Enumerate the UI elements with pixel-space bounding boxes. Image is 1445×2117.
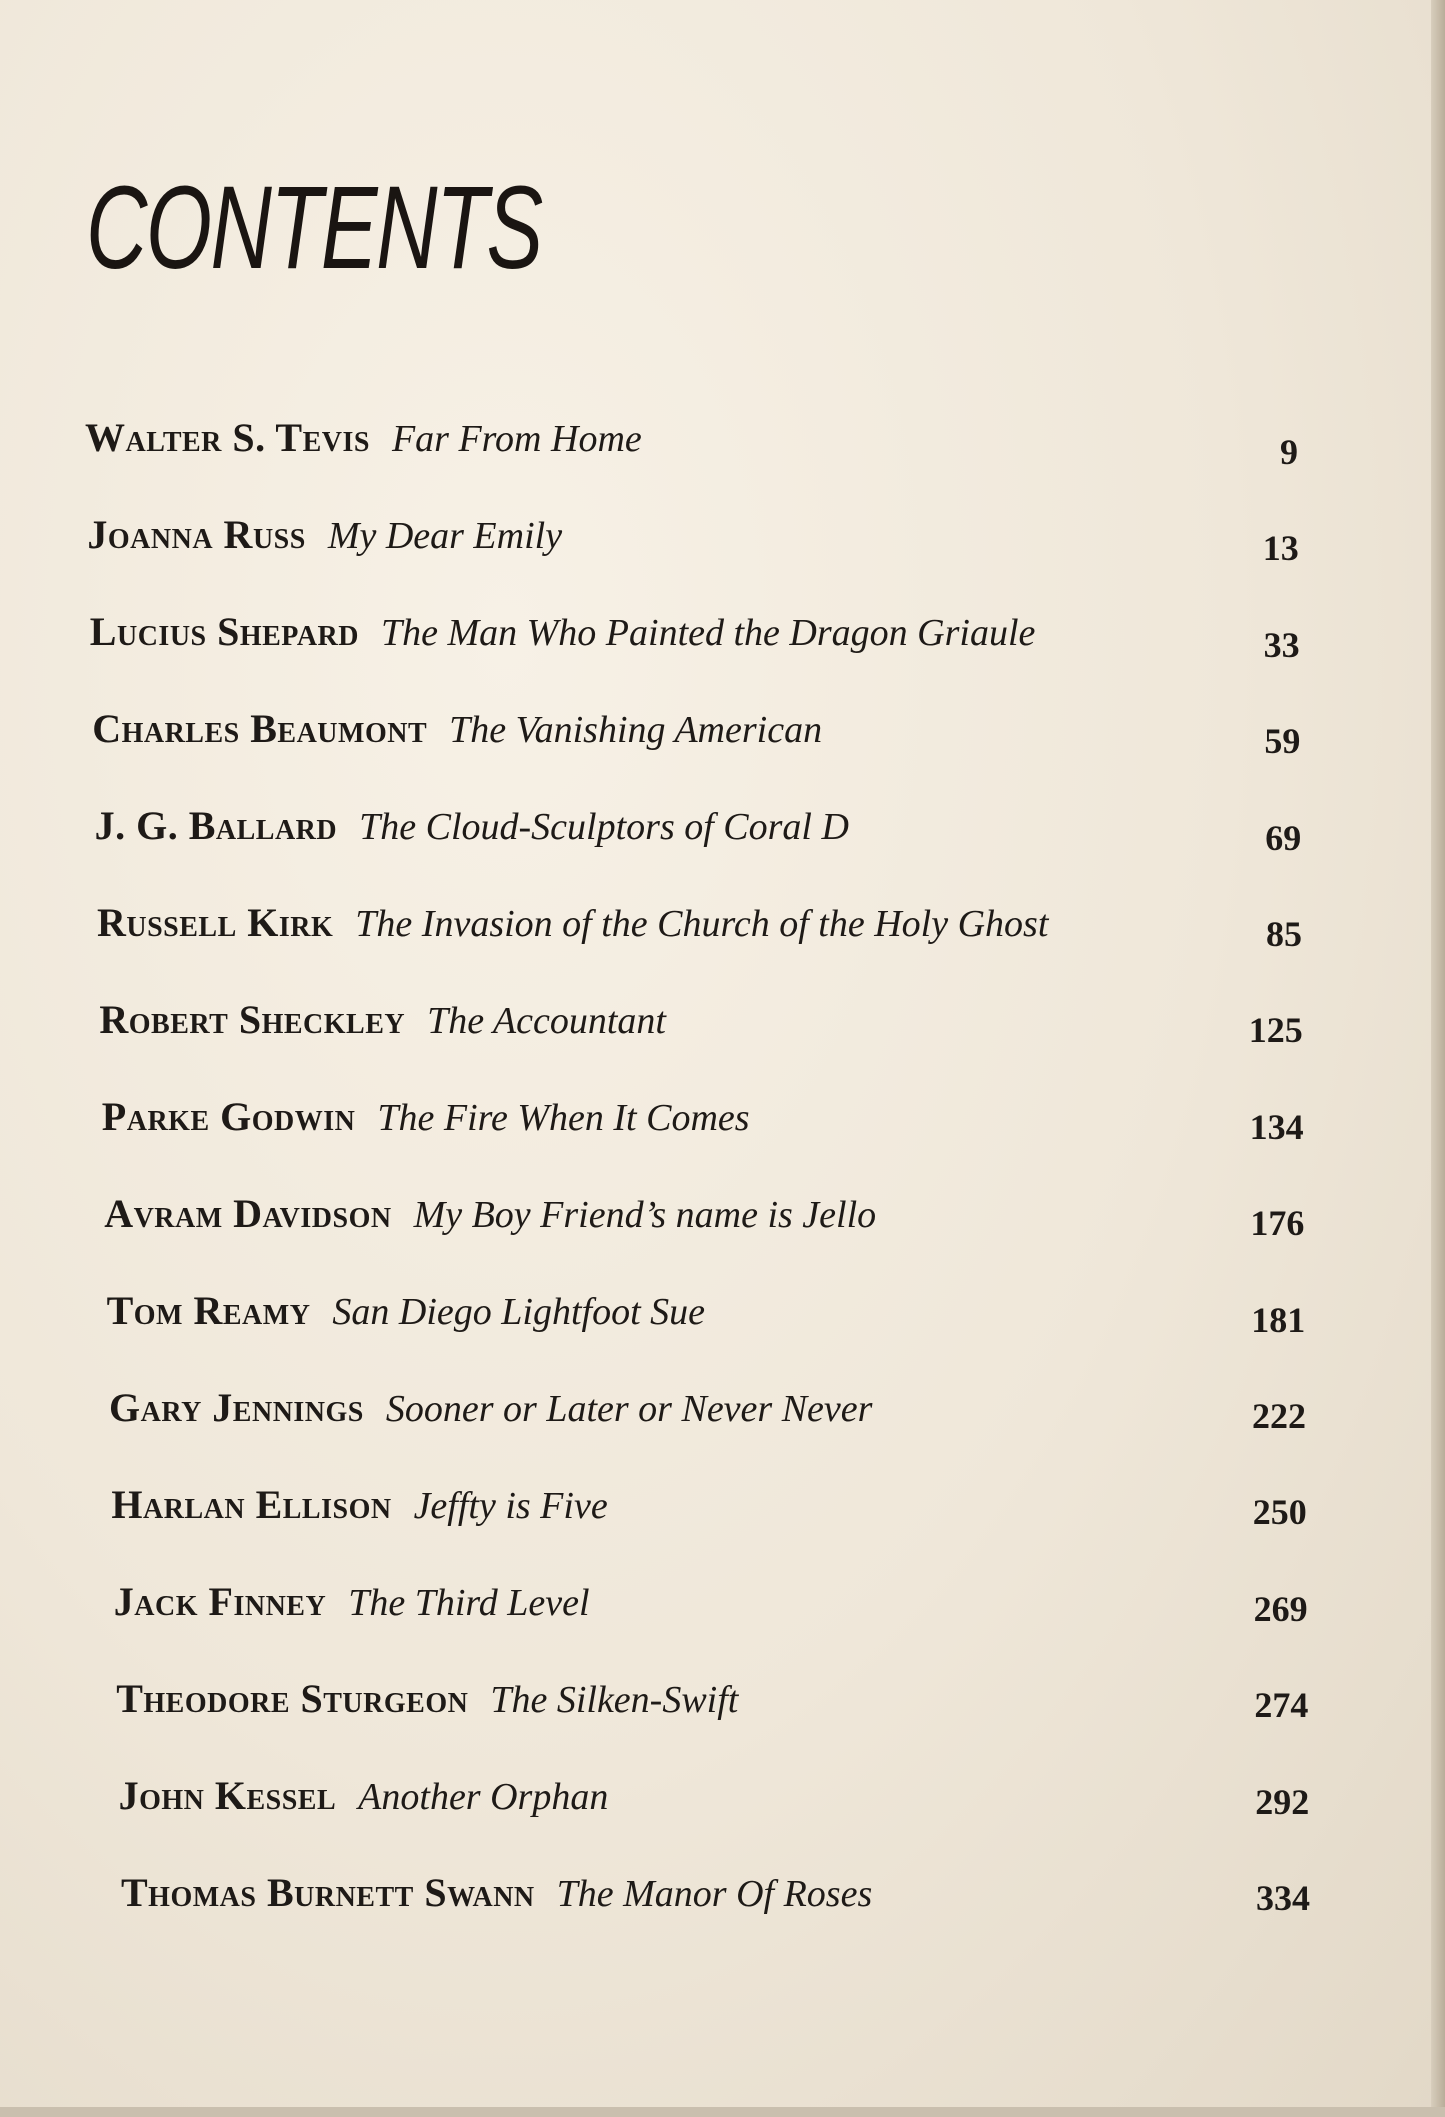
entry-page-number: 125 — [1248, 1010, 1303, 1051]
entry-author: Lucius Shepard — [89, 609, 359, 654]
toc-entry — [121, 1869, 872, 1929]
toc-entry — [107, 1287, 705, 1347]
entry-page-number: 181 — [1251, 1299, 1306, 1340]
entry-author: Walter S. Tevis — [85, 415, 370, 460]
entry-story-title: The Accountant — [427, 1000, 666, 1042]
entry-story-title: My Boy Friend’s name is Jello — [413, 1194, 877, 1236]
entry-page-number: 134 — [1249, 1106, 1304, 1147]
entry-page-number: 176 — [1250, 1203, 1305, 1244]
entry-page-number: 334 — [1256, 1878, 1310, 1918]
entry-story-title: The Fire When It Comes — [377, 1097, 750, 1139]
page-edge — [1431, 0, 1445, 2117]
toc-entry — [87, 511, 562, 571]
entry-story-title: Another Orphan — [358, 1776, 609, 1818]
entry-author: John Kessel — [118, 1773, 337, 1818]
entry-page-number: 274 — [1254, 1685, 1309, 1726]
entry-story-title: San Diego Lightfoot Sue — [332, 1291, 706, 1333]
entry-story-title: Jeffty is Five — [413, 1485, 608, 1527]
toc-entry — [119, 1772, 609, 1832]
toc-entry — [85, 414, 642, 474]
entry-author: Gary Jennings — [109, 1385, 364, 1430]
toc-entry — [95, 802, 849, 862]
toc-entry — [102, 1093, 750, 1153]
entry-page-number: 269 — [1253, 1588, 1308, 1629]
entry-story-title: The Man Who Painted the Dragon Griaule — [381, 612, 1036, 654]
entry-author: Thomas Burnett Swann — [121, 1870, 535, 1915]
entry-page-number: 85 — [1266, 914, 1302, 954]
toc-entry — [99, 996, 666, 1056]
entry-story-title: The Third Level — [348, 1582, 590, 1624]
entry-page-number: 59 — [1264, 721, 1301, 762]
entry-author: Jack Finney — [113, 1579, 327, 1624]
entry-page-number: 13 — [1262, 528, 1299, 569]
entry-story-title: The Manor Of Roses — [556, 1873, 873, 1915]
entry-page-number: 69 — [1265, 817, 1302, 858]
entry-page-number: 9 — [1280, 432, 1298, 472]
entry-story-title: The Silken-Swift — [490, 1679, 739, 1721]
page-bottom-edge — [0, 2107, 1445, 2117]
entry-author: Harlan Ellison — [111, 1482, 392, 1527]
entry-author: Russell Kirk — [97, 900, 334, 945]
toc-entry — [97, 899, 1048, 959]
entry-page-number: 222 — [1252, 1396, 1306, 1436]
entry-author: Joanna Russ — [87, 512, 306, 557]
entry-author: Tom Reamy — [106, 1288, 311, 1333]
toc-entry — [109, 1384, 872, 1444]
entry-author: J. G. Ballard — [94, 803, 338, 848]
entry-story-title: The Vanishing American — [449, 709, 823, 751]
toc-entry — [111, 1481, 607, 1541]
toc-entry — [90, 608, 1036, 668]
entry-author: Charles Beaumont — [92, 706, 428, 751]
toc-entry — [104, 1190, 876, 1250]
entry-story-title: The Cloud-Sculptors of Coral D — [359, 806, 849, 848]
entry-author: Avram Davidson — [104, 1191, 392, 1236]
entry-story-title: Sooner or Later or Never Never — [385, 1388, 873, 1430]
toc-entry — [114, 1578, 590, 1638]
entry-page-number: 292 — [1255, 1781, 1310, 1822]
entry-author: Parke Godwin — [101, 1094, 356, 1139]
entry-page-number: 250 — [1252, 1492, 1307, 1533]
entry-story-title: My Dear Emily — [327, 515, 563, 557]
entry-story-title: Far From Home — [391, 418, 642, 460]
toc-entry — [92, 705, 822, 765]
toc-entry — [116, 1675, 738, 1735]
page-title: CONTENTS — [86, 162, 542, 294]
entry-story-title: The Invasion of the Church of the Holy Ghost — [355, 903, 1049, 945]
entry-page-number: 33 — [1263, 624, 1300, 665]
entry-author: Theodore Sturgeon — [116, 1676, 469, 1721]
entry-author: Robert Sheckley — [99, 997, 406, 1042]
